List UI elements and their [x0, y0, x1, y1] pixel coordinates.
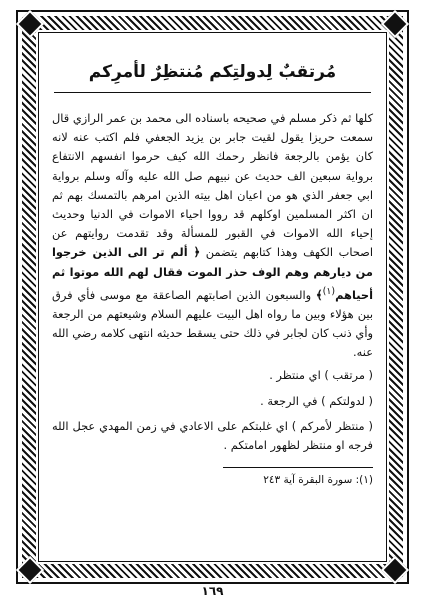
main-paragraph [52, 109, 373, 362]
title-divider [54, 92, 371, 93]
quote-close: ﴾ [315, 287, 323, 302]
page-title: مُرتقبٌ لِدولتِكم مُنتظِرٌ لأمرِكم [88, 62, 337, 82]
gloss-section [52, 366, 373, 455]
footnote-marker: (١) [322, 285, 336, 297]
quran-quote: ﴿ ألم تر الى الذين خرجوا من ديارهم وهم الوف حذر الموت فقال لهم الله موتوا ثم أحياهم [52, 245, 373, 302]
main-text [48, 109, 377, 455]
paragraph-text: كلها ثم ذكر مسلم في صحيحه باسناده الى محمد بن عمر الرازي قال سمعت حريزا يقول لقيت جابر بن يزيد الجعفي فلم اكتب عنه لانه كان يؤمن بالرجعة فانظر رحمك الله كيف حرموا انفسهم الانتفاع برواية سبعين الف حديث عن نبيهم صل الله عليه وآله وسلم برواية ابي جعفر الذي هو من اعيان اهل بيته الذين امرهم بالتمسك بهم ثم ان اكثر المسلمين اوكلهم قد رووا احياء الاموات في الدنيا وحديث إحياء الله الاموات في القبور للمسألة وقد تقدمت روايتهم عن اصحاب الكهف وهذا كتابهم يتضمن [52, 111, 374, 260]
gloss-line: ( منتظر لأمركم ) اي غلبتكم على الاعادي في زمن المهدي عجل الله فرجه او منتظر لظهور امامتكم . [52, 418, 373, 453]
page-number: ١٦٩ [201, 584, 224, 598]
gloss-line: ( لدولتكم ) في الرجعة . [260, 393, 373, 408]
paragraph-continuation: والسبعون الذين اصابتهم الصاعقة مع موسى فأي فرق بين هؤلاء وبين ما رواه اهل البيت عليهم السلام وشيعتهم من الرجعة وأي ذنب كان لجابر في ذلك حتى يسقط حديثه انتهى كلامه رضي الله عنه. [52, 287, 373, 360]
footnote-divider [223, 467, 373, 468]
footnote: (١): سورة البقرة آية ٢٤٣ [263, 474, 373, 487]
gloss-line: ( مرتقب ) اي منتظر . [269, 368, 373, 383]
page-content [48, 44, 377, 544]
